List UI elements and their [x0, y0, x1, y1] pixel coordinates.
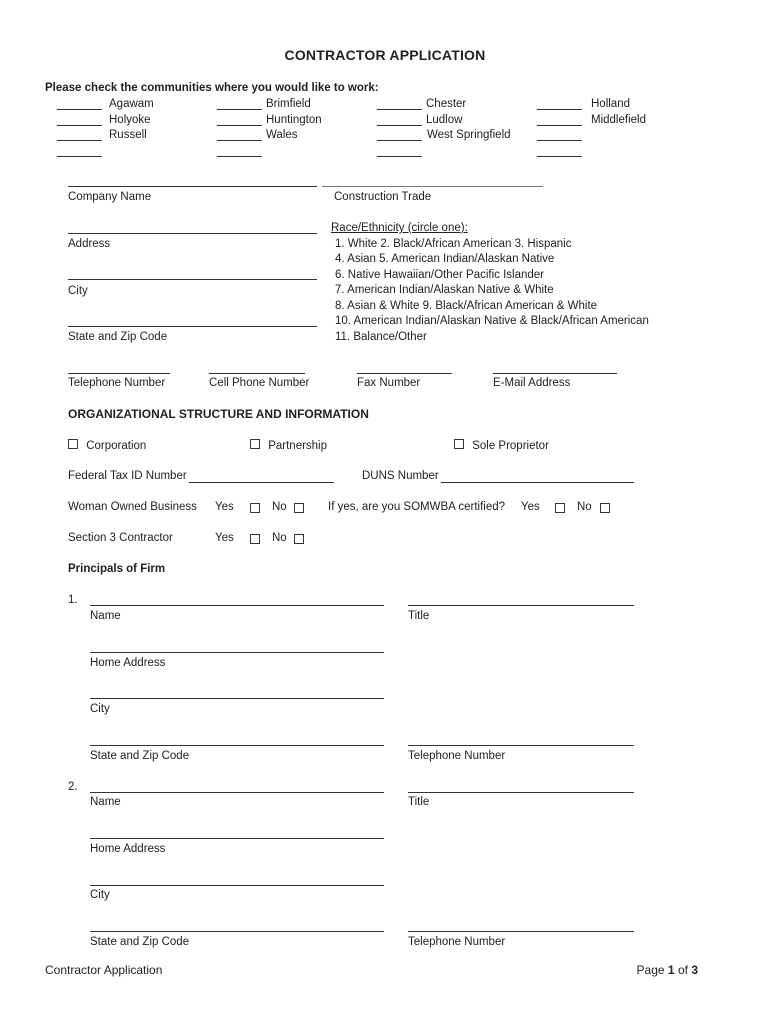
sole-proprietor-label: Sole Proprietor	[472, 440, 549, 452]
principal-1-state-zip-label: State and Zip Code	[90, 750, 190, 762]
race-option-line-1[interactable]: 1. White 2. Black/African American 3. Hispanic	[335, 238, 572, 250]
race-option-line-7[interactable]: 11. Balance/Other	[335, 331, 427, 343]
address-line[interactable]	[68, 233, 317, 234]
community-check-line-holland[interactable]	[537, 109, 582, 110]
telephone-label: Telephone Number	[68, 377, 166, 389]
duns-line[interactable]	[441, 482, 634, 483]
community-check-line-west-springfield[interactable]	[377, 140, 422, 141]
section3-no-label: No	[272, 532, 287, 544]
somwba-question: If yes, are you SOMWBA certified?	[328, 501, 506, 513]
telephone-line[interactable]	[68, 373, 170, 374]
address-label: Address	[68, 238, 111, 250]
principal-1-telephone-label: Telephone Number	[408, 750, 506, 762]
principal-1-city-label: City	[90, 703, 110, 715]
community-middlefield: Middlefield	[591, 114, 646, 126]
race-option-line-2[interactable]: 4. Asian 5. American Indian/Alaskan Native	[335, 253, 555, 265]
state-zip-label: State and Zip Code	[68, 331, 168, 343]
principal-2-home-address-line[interactable]	[90, 838, 384, 839]
community-check-line-russell[interactable]	[57, 140, 102, 141]
principal-1-title-line[interactable]	[408, 605, 634, 606]
community-check-line-blank-2[interactable]	[217, 156, 262, 157]
community-wales: Wales	[266, 129, 298, 141]
community-check-line-agawam[interactable]	[57, 109, 102, 110]
footer-page-of: of	[677, 963, 688, 977]
section3-label: Section 3 Contractor	[68, 532, 173, 544]
somwba-yes-checkbox[interactable]	[555, 503, 565, 513]
community-ludlow: Ludlow	[426, 114, 463, 126]
community-agawam: Agawam	[109, 98, 154, 110]
email-label: E-Mail Address	[493, 377, 571, 389]
principal-1-number: 1.	[68, 594, 78, 606]
duns-label: DUNS Number	[362, 470, 439, 482]
footer-page-word: Page	[636, 963, 665, 977]
race-option-line-6[interactable]: 10. American Indian/Alaskan Native & Black/African American	[335, 315, 649, 327]
construction-trade-label: Construction Trade	[334, 191, 432, 203]
race-option-line-3[interactable]: 6. Native Hawaiian/Other Pacific Islander	[335, 269, 545, 281]
principal-2-title-label: Title	[408, 796, 430, 808]
race-heading: Race/Ethnicity (circle one):	[331, 222, 468, 234]
principal-2-state-zip-label: State and Zip Code	[90, 936, 190, 948]
corporation-checkbox[interactable]	[68, 439, 78, 449]
race-option-line-4[interactable]: 7. American Indian/Alaskan Native & White	[335, 284, 554, 296]
community-check-line-blank-1[interactable]	[57, 156, 102, 157]
principal-2-number: 2.	[68, 781, 78, 793]
org-heading: ORGANIZATIONAL STRUCTURE AND INFORMATION	[68, 407, 369, 421]
community-check-line-holyoke[interactable]	[57, 125, 102, 126]
principal-1-home-address-label: Home Address	[90, 657, 166, 669]
company-name-label: Company Name	[68, 191, 152, 203]
community-russell: Russell	[109, 129, 147, 141]
principal-1-title-label: Title	[408, 610, 430, 622]
footer-page-total: 3	[691, 963, 698, 977]
community-check-line-chester[interactable]	[377, 109, 422, 110]
principal-1-home-address-line[interactable]	[90, 652, 384, 653]
principal-1-name-line[interactable]	[90, 605, 384, 606]
community-check-line-ludlow[interactable]	[377, 125, 422, 126]
principal-1-state-zip-line[interactable]	[90, 745, 384, 746]
partnership-checkbox[interactable]	[250, 439, 260, 449]
community-check-line-huntington[interactable]	[217, 125, 262, 126]
woman-owned-no-checkbox[interactable]	[294, 503, 304, 513]
community-chester: Chester	[426, 98, 467, 110]
community-holyoke: Holyoke	[109, 114, 151, 126]
fax-line[interactable]	[357, 373, 452, 374]
community-huntington: Huntington	[266, 114, 322, 126]
somwba-yes-label: Yes	[521, 501, 540, 513]
principal-2-title-line[interactable]	[408, 792, 634, 793]
communities-instruction: Please check the communities where you would like to work:	[45, 82, 379, 94]
principal-2-home-address-label: Home Address	[90, 843, 166, 855]
city-label: City	[68, 285, 88, 297]
woman-owned-yes-label: Yes	[215, 501, 234, 513]
footer-page-number	[637, 963, 698, 977]
footer-document-name: Contractor Application	[45, 963, 163, 977]
principal-2-state-zip-line[interactable]	[90, 931, 384, 932]
community-check-line-wales[interactable]	[217, 140, 262, 141]
principal-2-city-line[interactable]	[90, 885, 384, 886]
community-check-line-blank-4[interactable]	[537, 140, 582, 141]
federal-tax-id-label: Federal Tax ID Number	[68, 470, 187, 482]
fax-label: Fax Number	[357, 377, 421, 389]
principal-2-name-label: Name	[90, 796, 121, 808]
woman-owned-yes-checkbox[interactable]	[250, 503, 260, 513]
state-zip-line[interactable]	[68, 326, 317, 327]
community-check-line-blank-5[interactable]	[537, 156, 582, 157]
federal-tax-id-line[interactable]	[189, 482, 334, 483]
community-check-line-brimfield[interactable]	[217, 109, 262, 110]
company-name-line[interactable]	[68, 186, 317, 187]
page-title: CONTRACTOR APPLICATION	[284, 47, 486, 63]
woman-owned-label: Woman Owned Business	[68, 501, 197, 513]
city-line[interactable]	[68, 279, 317, 280]
principal-2-telephone-line[interactable]	[408, 931, 634, 932]
corporation-label: Corporation	[86, 440, 147, 452]
principal-2-name-line[interactable]	[90, 792, 384, 793]
community-holland: Holland	[591, 98, 630, 110]
community-brimfield: Brimfield	[266, 98, 311, 110]
email-line[interactable]	[493, 373, 617, 374]
principal-2-telephone-label: Telephone Number	[408, 936, 506, 948]
section3-no-checkbox[interactable]	[294, 534, 304, 544]
community-check-line-blank-3[interactable]	[377, 156, 422, 157]
cell-phone-line[interactable]	[209, 373, 305, 374]
principal-1-city-line[interactable]	[90, 698, 384, 699]
community-west-springfield: West Springfield	[427, 129, 511, 141]
race-option-line-5[interactable]: 8. Asian & White 9. Black/African American & White	[335, 300, 598, 312]
community-check-line-middlefield[interactable]	[537, 125, 582, 126]
somwba-no-label: No	[577, 501, 592, 513]
woman-owned-no-label: No	[272, 501, 287, 513]
cell-phone-label: Cell Phone Number	[209, 377, 310, 389]
footer-page-current: 1	[667, 963, 675, 977]
corporation-option[interactable]	[68, 439, 146, 452]
sole-proprietor-option[interactable]	[454, 439, 549, 452]
principal-1-name-label: Name	[90, 610, 121, 622]
construction-trade-line[interactable]	[322, 186, 543, 187]
section3-yes-label: Yes	[215, 532, 234, 544]
partnership-label: Partnership	[268, 440, 328, 452]
principals-heading: Principals of Firm	[68, 563, 166, 575]
somwba-no-checkbox[interactable]	[600, 503, 610, 513]
sole-proprietor-checkbox[interactable]	[454, 439, 464, 449]
partnership-option[interactable]	[250, 439, 327, 452]
section3-yes-checkbox[interactable]	[250, 534, 260, 544]
principal-1-telephone-line[interactable]	[408, 745, 634, 746]
principal-2-city-label: City	[90, 889, 110, 901]
